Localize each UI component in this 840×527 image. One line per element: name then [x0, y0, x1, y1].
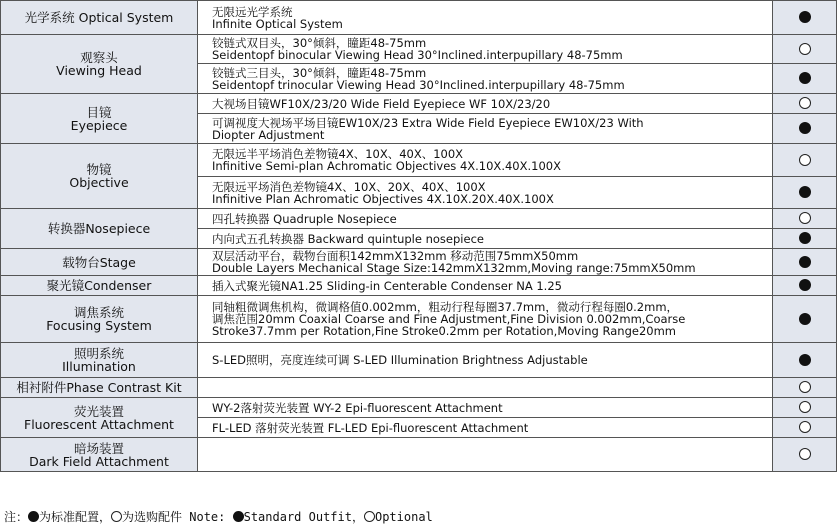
category-cell	[1, 438, 198, 472]
description-cell	[198, 209, 773, 229]
description-line: Infinite Optical System	[212, 16, 343, 31]
config-mark-cell	[773, 94, 837, 114]
optional-dot-icon	[799, 381, 811, 393]
optional-dot-icon	[799, 154, 811, 166]
optional-dot-icon	[799, 401, 811, 413]
category-label: Objective	[69, 175, 129, 190]
category-cell	[1, 209, 198, 249]
description-line: 同轴粗微调焦机构，微调格值0.002mm，粗动行程每圈37.7mm，微动行程每圈0.2mm，	[212, 300, 679, 314]
description-cell	[198, 35, 773, 64]
config-mark-cell	[773, 229, 837, 249]
description-line: 铰链式三目头，30°倾斜，瞳距48-75mm	[212, 65, 427, 80]
config-mark-cell	[773, 249, 837, 276]
category-cell	[1, 398, 198, 438]
config-mark-cell	[773, 438, 837, 472]
standard-dot-icon	[799, 354, 811, 366]
standard-dot-icon	[799, 256, 811, 268]
note-optional-cn: 为选购配件 Note:	[122, 510, 233, 524]
config-mark-cell	[773, 35, 837, 64]
description-line: 可调视度大视场平场目镜EW10X/23 Extra Wide Field Eyepiece EW10X/23 With	[212, 115, 644, 130]
optional-dot-icon	[364, 511, 375, 522]
category-cell	[1, 35, 198, 94]
description-line: Seidentopf binocular Viewing Head 30°Inclined.interpupillary 48-75mm	[212, 48, 623, 62]
note-optional-en: Optional	[374, 510, 433, 524]
optional-dot-icon	[111, 511, 122, 522]
category-cell	[1, 1, 198, 35]
standard-dot-icon	[233, 511, 244, 522]
description-cell	[198, 343, 773, 378]
description-cell	[198, 1, 773, 35]
description-line: 无限远光学系统	[212, 4, 293, 19]
optional-dot-icon	[799, 421, 811, 433]
note-prefix: 注：	[4, 510, 29, 524]
description-cell	[198, 398, 773, 418]
category-cell	[1, 296, 198, 343]
optional-dot-icon	[799, 212, 811, 224]
category-label: Dark Field Attachment	[29, 453, 169, 469]
category-label: 聚光镜Condenser	[46, 278, 152, 293]
config-mark-cell	[773, 209, 837, 229]
config-mark-cell	[773, 378, 837, 398]
description-line: FL-LED 落射荧光装置 FL-LED Epi-fluorescent Attachment	[212, 420, 529, 435]
description-cell	[198, 276, 773, 296]
description-line: Infinitive Plan Achromatic Objectives 4X.10X.20X.40X.100X	[212, 191, 554, 206]
config-mark-cell	[773, 114, 837, 144]
description-line: 内向式五孔转换器 Backward quintuple nosepiece	[212, 231, 484, 246]
spec-row	[1, 209, 837, 229]
spec-row	[1, 94, 837, 114]
category-label: 观察头	[80, 50, 118, 65]
standard-dot-icon	[799, 72, 811, 84]
standard-dot-icon	[799, 186, 811, 198]
config-mark-cell	[773, 418, 837, 438]
description-cell	[198, 296, 773, 343]
standard-dot-icon	[28, 511, 39, 522]
description-line: Stroke37.7mm per Rotation,Fine Stroke0.2mm per Rotation,Moving Range20mm	[212, 324, 677, 338]
category-label: Viewing Head	[56, 63, 142, 78]
spec-row	[1, 1, 837, 35]
description-line: 四孔转换器 Quadruple Nosepiece	[212, 211, 397, 226]
optional-dot-icon	[799, 43, 811, 55]
description-line: 无限远平场消色差物镜4X、10X、20X、40X、100X	[212, 179, 486, 194]
standard-dot-icon	[799, 232, 811, 244]
category-label: 转换器Nosepiece	[47, 221, 151, 236]
category-label: Illumination	[62, 359, 136, 374]
standard-dot-icon	[799, 313, 811, 325]
description-line: Infinitive Semi-plan Achromatic Objectives 4X.10X.40X.100X	[212, 159, 561, 173]
category-cell	[1, 276, 198, 296]
description-cell	[198, 418, 773, 438]
description-line: Diopter Adjustment	[212, 127, 325, 142]
config-mark-cell	[773, 276, 837, 296]
config-mark-cell	[773, 177, 837, 209]
description-line: 双层活动平台，载物台面积142mmX132mm 移动范围75mmX50mm	[212, 249, 579, 263]
category-cell	[1, 249, 198, 276]
category-label: 照明系统	[73, 346, 124, 361]
description-line: Seidentopf trinocular Viewing Head 30°Inclined.interpupillary 48-75mm	[212, 77, 625, 92]
optional-dot-icon	[799, 97, 811, 109]
standard-dot-icon	[799, 122, 811, 134]
description-line: 铰链式双目头，30°倾斜，瞳距48-75mm	[212, 36, 427, 50]
spec-row	[1, 276, 837, 296]
category-label: 相衬附件Phase Contrast Kit	[16, 380, 182, 395]
category-label: 光学系统 Optical System	[24, 10, 174, 25]
description-cell	[198, 94, 773, 114]
optional-dot-icon	[799, 448, 811, 460]
category-label: 目镜	[86, 104, 112, 120]
spec-row	[1, 438, 837, 472]
category-label: Focusing System	[46, 318, 152, 333]
description-line: 无限远半平场消色差物镜4X、10X、40X、100X	[212, 147, 464, 161]
description-line: 插入式聚光镜NA1.25 Sliding-in Centerable Condenser NA 1.25	[212, 278, 562, 293]
config-mark-cell	[773, 296, 837, 343]
spec-row	[1, 249, 837, 276]
description-cell	[198, 144, 773, 177]
category-label: 暗场装置	[73, 440, 124, 456]
category-label: 荧光装置	[73, 403, 124, 419]
config-mark-cell	[773, 64, 837, 94]
legend-note	[4, 508, 433, 525]
description-line: S-LED照明，亮度连续可调 S-LED Illumination Brightness Adjustable	[212, 353, 588, 367]
category-label: Fluorescent Attachment	[24, 416, 174, 432]
description-cell	[198, 438, 773, 472]
config-mark-cell	[773, 144, 837, 177]
category-cell	[1, 94, 198, 144]
spec-row	[1, 343, 837, 378]
description-line: 调焦范围20mm Coaxial Coarse and Fine Adjustment,Fine Division 0.002mm,Coarse	[212, 312, 686, 326]
category-label: 载物台Stage	[62, 254, 136, 270]
description-line: Double Layers Mechanical Stage Size:142mmX132mm,Moving range:75mmX50mm	[212, 261, 696, 275]
description-cell	[198, 378, 773, 398]
standard-dot-icon	[799, 279, 811, 291]
description-cell	[198, 114, 773, 144]
description-cell	[198, 229, 773, 249]
category-cell	[1, 343, 198, 378]
description-line: WY-2落射荧光装置 WY-2 Epi-fluorescent Attachment	[212, 400, 503, 415]
category-cell	[1, 144, 198, 209]
config-mark-cell	[773, 1, 837, 35]
description-cell	[198, 177, 773, 209]
spec-row	[1, 144, 837, 177]
spec-row	[1, 35, 837, 64]
spec-row	[1, 296, 837, 343]
category-label: Eyepiece	[70, 117, 128, 133]
category-cell	[1, 378, 198, 398]
category-label: 调焦系统	[73, 305, 124, 320]
note-standard-en: Standard Outfit，	[243, 510, 364, 524]
description-line: 大视场目镜WF10X/23/20 Wide Field Eyepiece WF 10X/23/20	[212, 96, 551, 111]
description-cell	[198, 64, 773, 94]
config-mark-cell	[773, 398, 837, 418]
note-standard-cn: 为标准配置，	[39, 510, 112, 524]
spec-row	[1, 398, 837, 418]
config-mark-cell	[773, 343, 837, 378]
description-cell	[198, 249, 773, 276]
category-label: 物镜	[86, 162, 112, 177]
spec-row	[1, 378, 837, 398]
standard-dot-icon	[799, 11, 811, 23]
